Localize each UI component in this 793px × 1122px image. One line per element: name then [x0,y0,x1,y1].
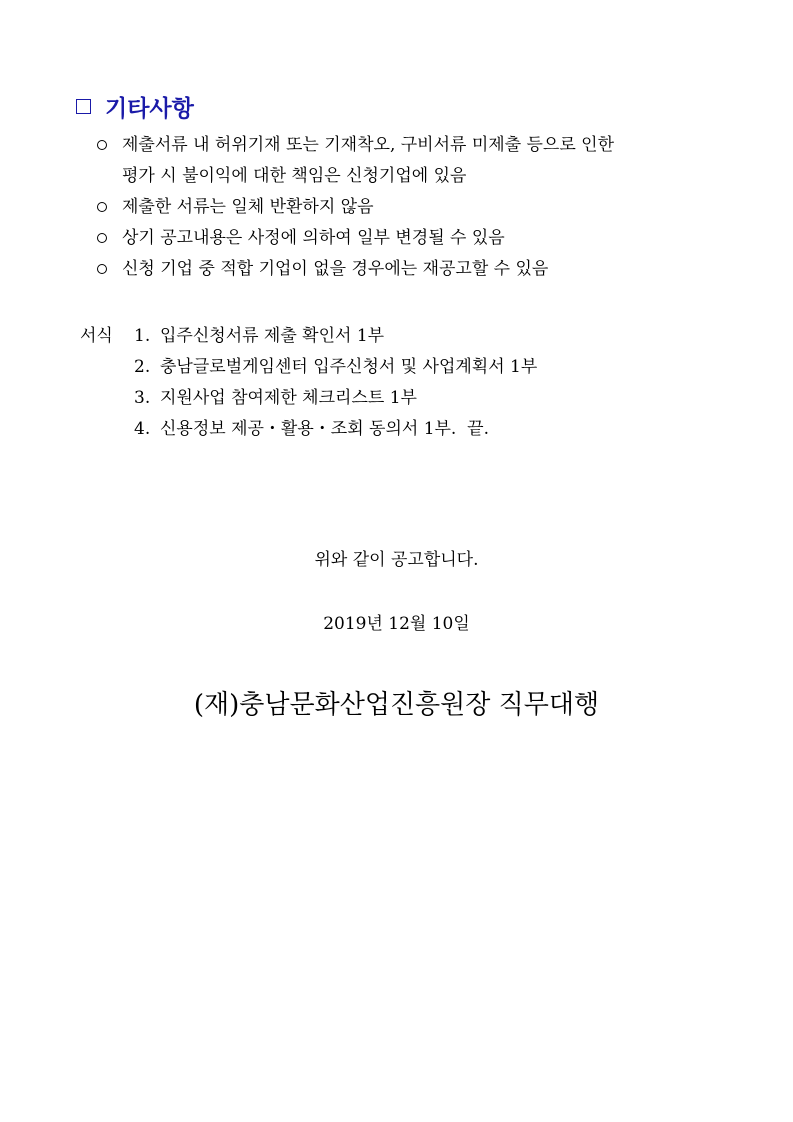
section-heading-text: 기타사항 [105,95,194,122]
form-item [134,414,537,445]
notes-list [97,130,737,285]
forms-list [134,321,537,445]
list-item-text: 상기 공고내용은 사정에 의하여 일부 변경될 수 있음 [122,228,505,248]
announcement-date: 2019년 12월 10일 [323,614,470,634]
list-item-text-continued: 평가 시 불이익에 대한 책임은 신청기업에 있음 [122,166,467,186]
form-item-text: 신용정보 제공・활용・조회 동의서 1부. 끝. [160,419,489,439]
list-item [97,192,737,223]
circle-bullet-icon [97,233,107,243]
form-item-number: 4. [134,419,151,439]
circle-bullet-icon [97,264,107,274]
form-item-number: 2. [134,357,151,377]
list-item-text: 제출서류 내 허위기재 또는 기재착오, 구비서류 미제출 등으로 인한 [122,135,615,155]
signatory: (재)충남문화산업진흥원장 직무대행 [193,690,600,720]
form-item-number: 1. [134,326,151,346]
form-item [134,352,537,383]
list-item-text: 신청 기업 중 적합 기업이 없을 경우에는 재공고할 수 있음 [122,259,549,279]
checkbox-square-icon [76,99,91,114]
announcement-statement: 위와 같이 공고합니다. [314,550,479,570]
list-item [97,223,737,254]
list-item-text: 제출한 서류는 일체 반환하지 않음 [122,197,374,217]
forms-label: 서식 [80,326,113,346]
form-item-text: 입주신청서류 제출 확인서 1부 [160,326,385,346]
circle-bullet-icon [97,202,107,212]
form-item [134,321,537,352]
form-item-number: 3. [134,388,151,408]
circle-bullet-icon [97,140,107,150]
form-item-text: 충남글로벌게임센터 입주신청서 및 사업계획서 1부 [160,357,538,377]
list-item [97,254,737,285]
form-item-text: 지원사업 참여제한 체크리스트 1부 [160,388,417,408]
list-item [97,130,737,192]
section-heading [76,90,194,122]
form-item [134,383,537,414]
